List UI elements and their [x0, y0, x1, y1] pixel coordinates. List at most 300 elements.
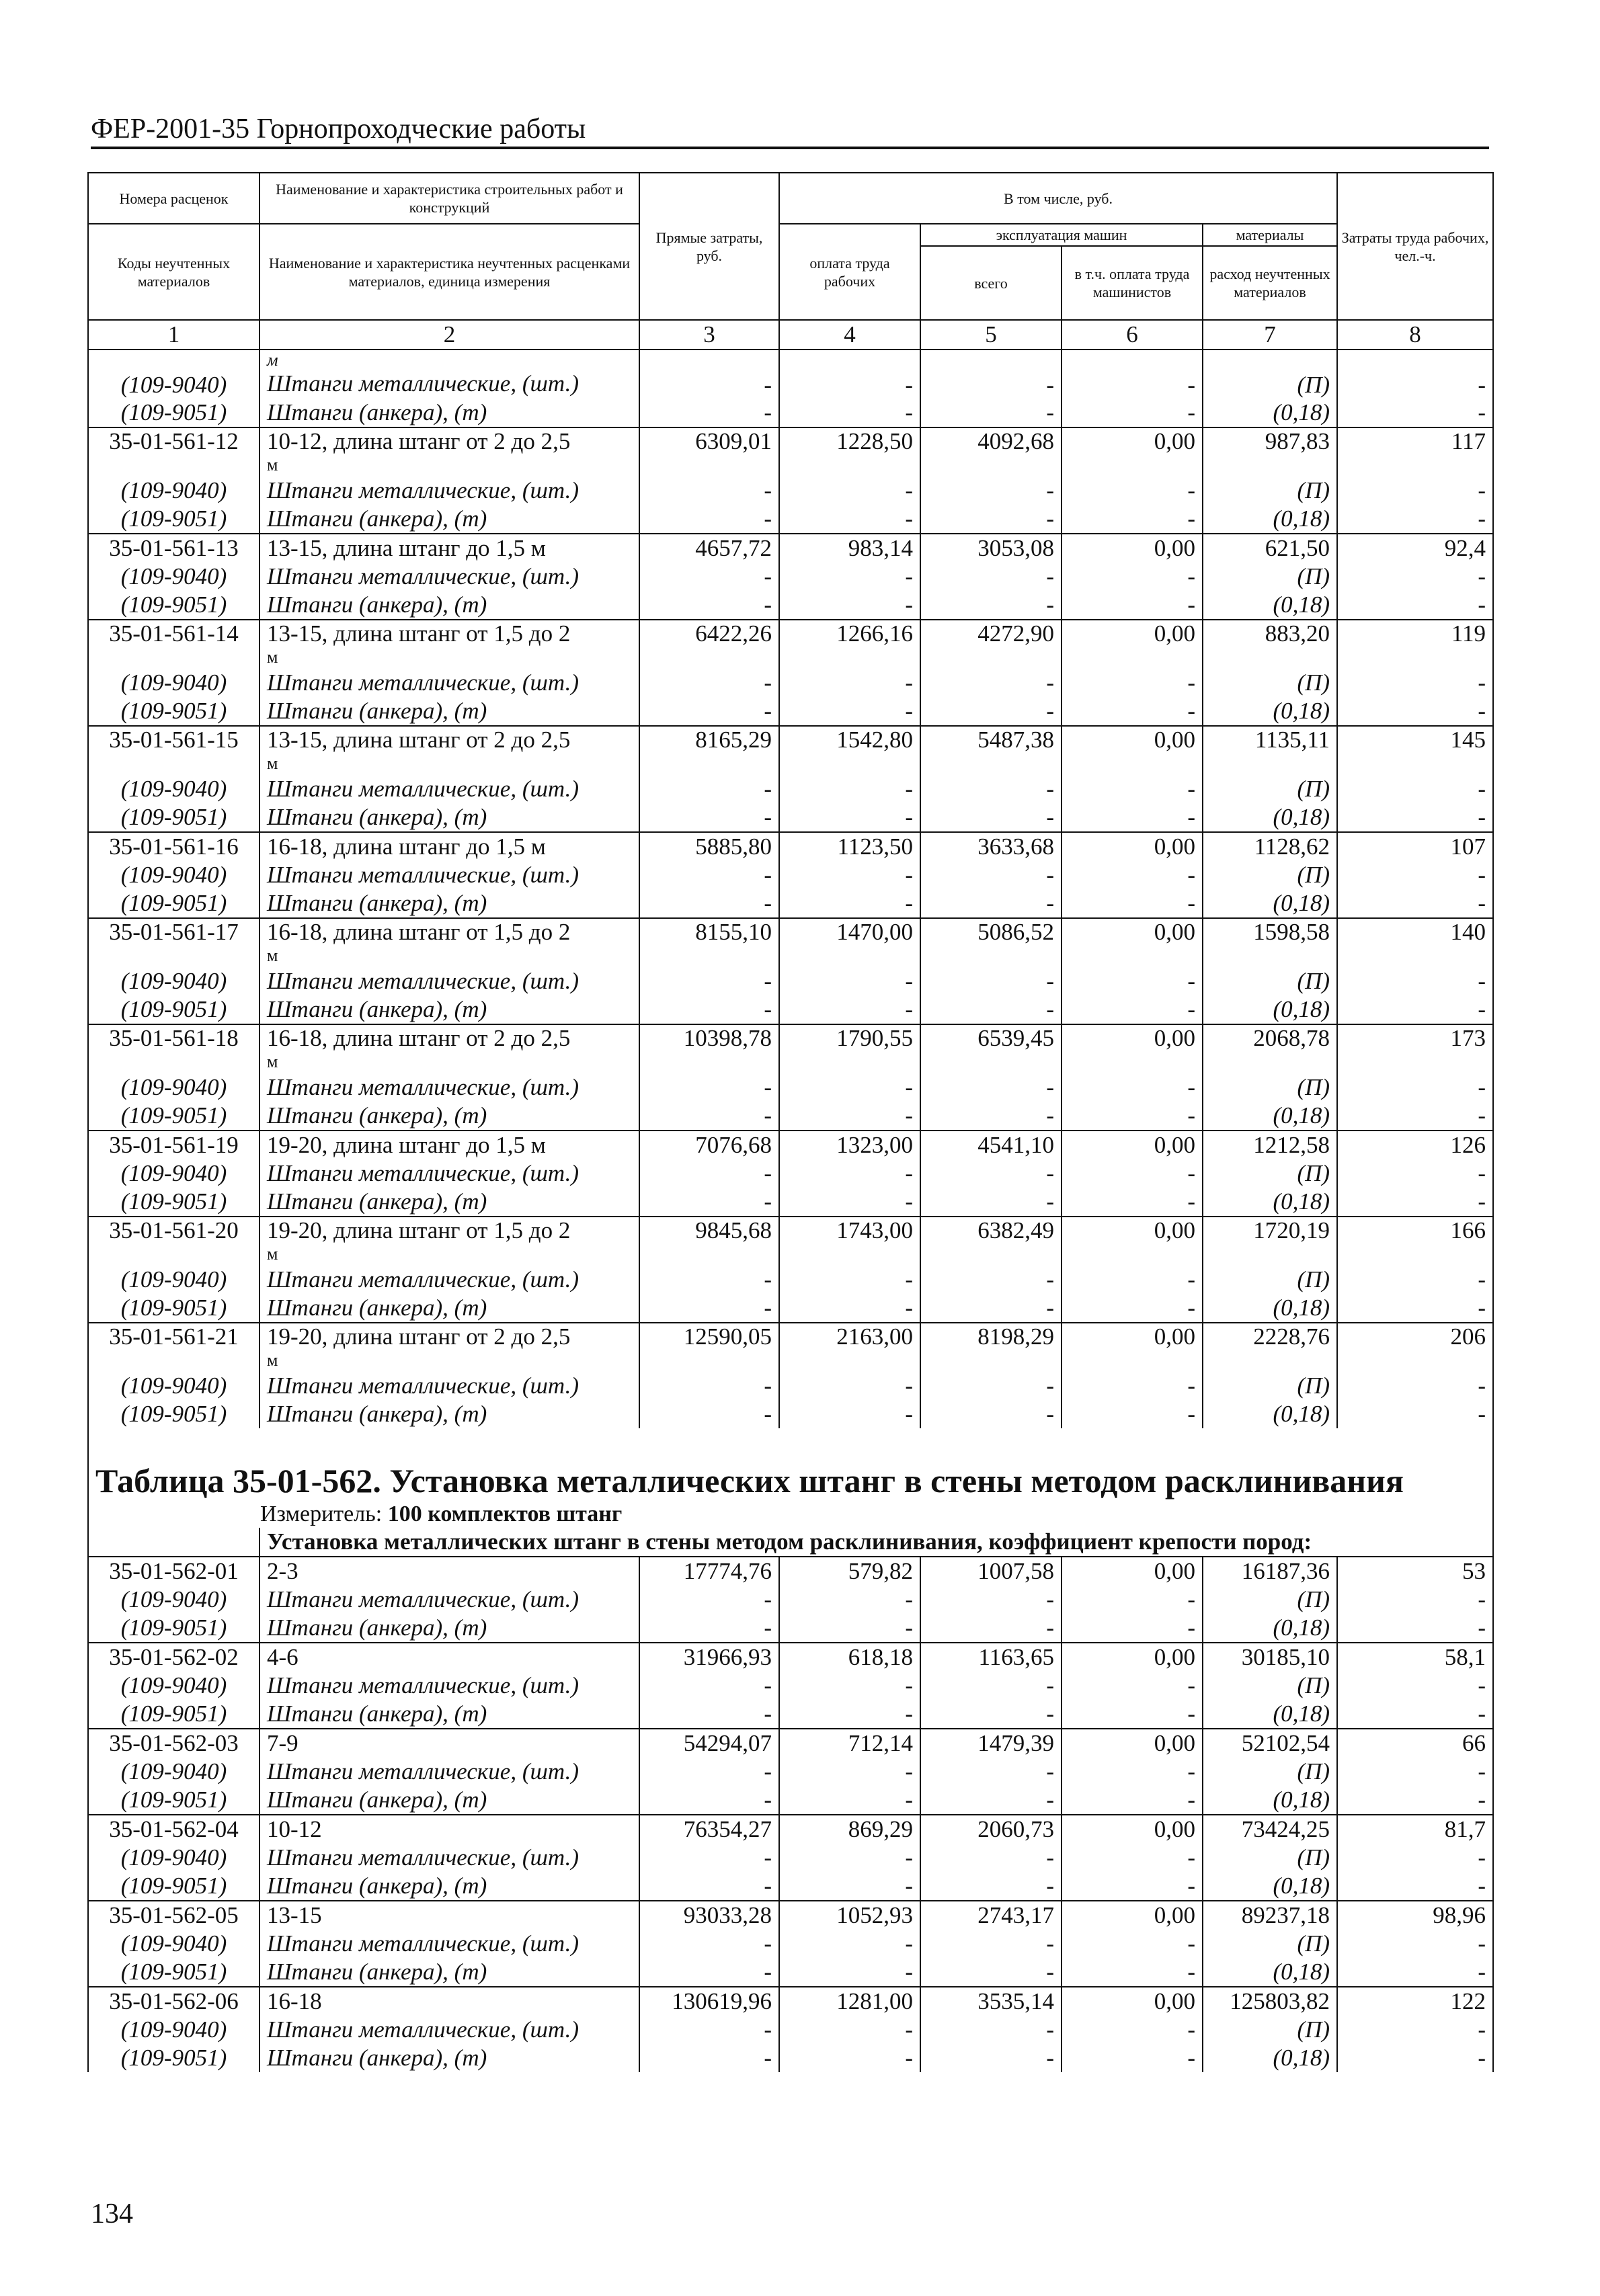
work-name-text: Штанги металлические, (шт.) [267, 370, 579, 397]
material-row [88, 1758, 1493, 1786]
rate-code: 35-01-562-05 [88, 1901, 259, 1930]
machines-total: - [920, 1372, 1062, 1400]
machines-total: 4092,68 [920, 427, 1062, 477]
material-code: (109-9051) [88, 1700, 259, 1729]
col-labor-pay-header: оплата труда рабочих [779, 224, 920, 320]
rate-row [88, 1557, 1493, 1586]
material-row [88, 2016, 1493, 2044]
machines-total: - [920, 591, 1062, 620]
material-name: Штанги (анкера), (т) [259, 889, 639, 918]
material-row [88, 1930, 1493, 1958]
machinist-pay: - [1062, 563, 1203, 591]
material-name: Штанги металлические, (шт.) [259, 967, 639, 995]
labor-pay: - [779, 803, 920, 832]
direct-costs: 130619,96 [639, 1987, 779, 2016]
machines-total: 1479,39 [920, 1729, 1062, 1758]
labor-hours: 145 [1337, 726, 1493, 775]
material-code: (109-9040) [88, 1586, 259, 1614]
labor-pay: - [779, 889, 920, 918]
material-row [88, 1294, 1493, 1323]
work-name: 16-18, длина штанг до 1,5 м [259, 832, 639, 861]
material-row [88, 861, 1493, 889]
rate-code: 35-01-562-01 [88, 1557, 259, 1586]
direct-costs: 31966,93 [639, 1643, 779, 1672]
direct-costs: 9845,68 [639, 1217, 779, 1266]
labor-pay: 869,29 [779, 1815, 920, 1844]
labor-hours: 140 [1337, 918, 1493, 967]
material-name: Штанги металлические, (шт.) [259, 477, 639, 505]
labor-hours: 119 [1337, 620, 1493, 669]
machines-total: - [920, 477, 1062, 505]
machinist-pay: - [1062, 1930, 1203, 1958]
labor-pay: - [779, 2044, 920, 2072]
table-title: Таблица 35-01-562. Установка металлических штанг в стены методом расклинивания [95, 1462, 1404, 1500]
material-name: Штанги (анкера), (т) [259, 1102, 639, 1131]
material-consumption: (П) [1203, 563, 1337, 591]
material-row [88, 591, 1493, 620]
labor-hours: 81,7 [1337, 1815, 1493, 1844]
labor-pay: - [779, 477, 920, 505]
material-code: (109-9040) [88, 669, 259, 697]
labor-hours: 107 [1337, 832, 1493, 861]
running-header: ФЕР-2001-35 Горнопроходческие работы [91, 113, 1489, 149]
material-code: (109-9051) [88, 697, 259, 726]
col-material-name-header: Наименование и характеристика неучтенных расценками материалов, единица измерения [259, 224, 639, 320]
material-consumption: 1720,19 [1203, 1217, 1337, 1266]
direct-costs: - [639, 1786, 779, 1815]
labor-pay: - [779, 1844, 920, 1872]
rate-row [88, 1815, 1493, 1844]
labor-pay: 1228,50 [779, 427, 920, 477]
direct-costs: - [639, 775, 779, 803]
table-subheader: Установка металлических штанг в стены методом расклинивания, коэффициент крепости пород: [259, 1528, 1493, 1557]
material-row [88, 505, 1493, 534]
direct-costs: - [639, 1672, 779, 1700]
machines-total: - [920, 1400, 1062, 1428]
machinist-pay: - [1062, 1786, 1203, 1815]
machines-total: - [920, 1672, 1062, 1700]
labor-hours: - [1337, 1786, 1493, 1815]
labor-pay: - [779, 1672, 920, 1700]
machines-total: - [920, 1614, 1062, 1643]
machinist-pay: - [1062, 1672, 1203, 1700]
material-consumption: (П) [1203, 775, 1337, 803]
table-562-heading [88, 1428, 1493, 1557]
labor-hours: - [1337, 1159, 1493, 1188]
direct-costs: - [639, 1266, 779, 1294]
machines-total: 2743,17 [920, 1901, 1062, 1930]
direct-costs: 12590,05 [639, 1323, 779, 1372]
labor-hours: - [1337, 399, 1493, 427]
machines-total: - [920, 563, 1062, 591]
direct-costs: - [639, 1586, 779, 1614]
direct-costs: - [639, 1159, 779, 1188]
rate-row [88, 918, 1493, 967]
machinist-pay: - [1062, 1188, 1203, 1217]
machines-total: - [920, 1188, 1062, 1217]
labor-pay: - [779, 1758, 920, 1786]
labor-hours: - [1337, 995, 1493, 1024]
material-code: (109-9051) [88, 1614, 259, 1643]
labor-hours: - [1337, 697, 1493, 726]
col-machinist-pay-header: в т.ч. оплата труда машинистов [1062, 246, 1203, 320]
work-name-text: 19-20, длина штанг от 2 до 2,5 [267, 1323, 571, 1350]
labor-pay: 618,18 [779, 1643, 920, 1672]
labor-hours: - [1337, 861, 1493, 889]
rate-code: 35-01-562-03 [88, 1729, 259, 1758]
machines-total: - [920, 889, 1062, 918]
machinist-pay: - [1062, 669, 1203, 697]
rate-row [88, 1131, 1493, 1159]
material-row [88, 2044, 1493, 2072]
col-rate-numbers-header: Номера расценок [88, 173, 259, 224]
machines-total: - [920, 2016, 1062, 2044]
col-machines-total-header: всего [920, 246, 1062, 320]
labor-pay: 1052,93 [779, 1901, 920, 1930]
material-code: (109-9051) [88, 1188, 259, 1217]
labor-pay: 712,14 [779, 1729, 920, 1758]
work-name: 13-15, длина штанг до 1,5 м [259, 534, 639, 563]
material-name: Штанги металлические, (шт.) [259, 1930, 639, 1958]
material-consumption: 2228,76 [1203, 1323, 1337, 1372]
labor-pay: - [779, 1786, 920, 1815]
unit-suffix: м [267, 946, 278, 965]
work-name: 19-20, длина штанг до 1,5 м [259, 1131, 639, 1159]
machinist-pay: - [1062, 1294, 1203, 1323]
direct-costs: 4657,72 [639, 534, 779, 563]
machines-total: - [920, 1159, 1062, 1188]
labor-hours: - [1337, 1672, 1493, 1700]
including-header: В том числе, руб. [779, 173, 1337, 224]
machinist-pay: - [1062, 1372, 1203, 1400]
work-name [259, 726, 639, 775]
labor-hours: - [1337, 1844, 1493, 1872]
material-name: Штанги металлические, (шт.) [259, 1672, 639, 1700]
labor-hours: - [1337, 1073, 1493, 1102]
labor-pay: 1281,00 [779, 1987, 920, 2016]
material-name: Штанги (анкера), (т) [259, 995, 639, 1024]
labor-hours: - [1337, 803, 1493, 832]
machines-total: - [920, 505, 1062, 534]
material-consumption: (П) [1203, 1672, 1337, 1700]
labor-hours: - [1337, 1700, 1493, 1729]
machines-total: 6382,49 [920, 1217, 1062, 1266]
machinist-pay: - [1062, 505, 1203, 534]
machinist-pay: - [1062, 350, 1203, 399]
labor-pay: - [779, 995, 920, 1024]
material-consumption: (0,18) [1203, 505, 1337, 534]
labor-pay: - [779, 1930, 920, 1958]
direct-costs: 8155,10 [639, 918, 779, 967]
direct-costs: 6422,26 [639, 620, 779, 669]
direct-costs: 7076,68 [639, 1131, 779, 1159]
material-row [88, 1266, 1493, 1294]
direct-costs: 76354,27 [639, 1815, 779, 1844]
labor-hours: - [1337, 563, 1493, 591]
labor-pay: 579,82 [779, 1557, 920, 1586]
labor-pay: 1743,00 [779, 1217, 920, 1266]
machines-total: - [920, 1700, 1062, 1729]
material-code: (109-9051) [88, 505, 259, 534]
rate-row [88, 1901, 1493, 1930]
material-name: Штанги (анкера), (т) [259, 2044, 639, 2072]
machinist-pay: - [1062, 591, 1203, 620]
labor-pay: - [779, 2016, 920, 2044]
machines-total: 3633,68 [920, 832, 1062, 861]
material-consumption: (0,18) [1203, 1400, 1337, 1428]
material-consumption: 1128,62 [1203, 832, 1337, 861]
direct-costs: - [639, 1844, 779, 1872]
rate-code: 35-01-561-12 [88, 427, 259, 477]
machinist-pay: 0,00 [1062, 918, 1203, 967]
direct-costs: - [639, 1102, 779, 1131]
work-name-text: 13-15, длина штанг от 2 до 2,5 [267, 727, 571, 753]
measure-line [95, 1501, 1486, 1528]
material-code: (109-9040) [88, 1073, 259, 1102]
machines-total: - [920, 1758, 1062, 1786]
material-consumption: (П) [1203, 1266, 1337, 1294]
machines-total: - [920, 1102, 1062, 1131]
material-name: Штанги металлические, (шт.) [259, 2016, 639, 2044]
unit-suffix: м [267, 1244, 278, 1264]
machines-total: - [920, 669, 1062, 697]
machinist-pay: - [1062, 2044, 1203, 2072]
direct-costs: - [639, 1872, 779, 1901]
material-code: (109-9051) [88, 1400, 259, 1428]
material-name: Штанги (анкера), (т) [259, 1958, 639, 1987]
material-code: (109-9051) [88, 2044, 259, 2072]
direct-costs: - [639, 1614, 779, 1643]
material-name: Штанги металлические, (шт.) [259, 1372, 639, 1400]
direct-costs: - [639, 505, 779, 534]
material-row [88, 669, 1493, 697]
labor-hours: - [1337, 2016, 1493, 2044]
machinist-pay: - [1062, 889, 1203, 918]
direct-costs: - [639, 1930, 779, 1958]
rate-row [88, 1729, 1493, 1758]
labor-hours: - [1337, 1958, 1493, 1987]
material-name: Штанги (анкера), (т) [259, 697, 639, 726]
labor-hours: - [1337, 1294, 1493, 1323]
material-consumption: (0,18) [1203, 1786, 1337, 1815]
work-name-text: 10-12, длина штанг от 2 до 2,5 [267, 428, 571, 454]
materials-header: материалы [1203, 224, 1337, 246]
work-name: 13-15 [259, 1901, 639, 1930]
measure-label: Измеритель: [260, 1502, 383, 1526]
work-name-text: 16-18, длина штанг от 1,5 до 2 [267, 919, 571, 945]
labor-hours: 126 [1337, 1131, 1493, 1159]
material-code: (109-9040) [88, 1372, 259, 1400]
labor-pay: - [779, 1958, 920, 1987]
machines-total: - [920, 2044, 1062, 2072]
machines-total: - [920, 1844, 1062, 1872]
material-consumption: 883,20 [1203, 620, 1337, 669]
table-body-562 [88, 1557, 1493, 2072]
labor-hours: - [1337, 1614, 1493, 1643]
machinist-pay: 0,00 [1062, 620, 1203, 669]
machines-total: - [920, 1266, 1062, 1294]
material-code: (109-9051) [88, 399, 259, 427]
machinist-pay: 0,00 [1062, 1131, 1203, 1159]
labor-hours: 98,96 [1337, 1901, 1493, 1930]
material-row [88, 1844, 1493, 1872]
machinist-pay: 0,00 [1062, 1815, 1203, 1844]
material-consumption: 16187,36 [1203, 1557, 1337, 1586]
material-name: Штанги (анкера), (т) [259, 399, 639, 427]
material-consumption: (П) [1203, 1930, 1337, 1958]
direct-costs: - [639, 1700, 779, 1729]
machinist-pay: - [1062, 861, 1203, 889]
unit-suffix: м [267, 647, 278, 667]
labor-pay: 1123,50 [779, 832, 920, 861]
machines-total: 6539,45 [920, 1024, 1062, 1073]
work-name-text: 13-15, длина штанг от 1,5 до 2 [267, 620, 571, 647]
labor-pay: 2163,00 [779, 1323, 920, 1372]
material-consumption: 1212,58 [1203, 1131, 1337, 1159]
machines-total: - [920, 1872, 1062, 1901]
material-consumption: (П) [1203, 1159, 1337, 1188]
labor-hours: - [1337, 669, 1493, 697]
machinist-pay: - [1062, 995, 1203, 1024]
material-consumption: (П) [1203, 1758, 1337, 1786]
labor-pay: - [779, 1102, 920, 1131]
page-number: 134 [91, 2199, 133, 2229]
material-code: (109-9040) [88, 1266, 259, 1294]
machines-total: - [920, 1958, 1062, 1987]
direct-costs: - [639, 697, 779, 726]
col-labor-hours-header: Затраты труда рабочих, чел.-ч. [1337, 173, 1493, 320]
material-row [88, 1700, 1493, 1729]
material-row [88, 775, 1493, 803]
material-row [88, 1400, 1493, 1428]
labor-hours: 206 [1337, 1323, 1493, 1372]
labor-pay: - [779, 669, 920, 697]
material-consumption: 125803,82 [1203, 1987, 1337, 2016]
material-consumption: (П) [1203, 477, 1337, 505]
machines-total: - [920, 1294, 1062, 1323]
direct-costs: 54294,07 [639, 1729, 779, 1758]
material-name: Штанги металлические, (шт.) [259, 1266, 639, 1294]
rate-code: 35-01-561-13 [88, 534, 259, 563]
labor-pay: - [779, 1266, 920, 1294]
material-consumption: (0,18) [1203, 1958, 1337, 1987]
material-consumption: (П) [1203, 1586, 1337, 1614]
rate-row [88, 832, 1493, 861]
rate-code: 35-01-562-06 [88, 1987, 259, 2016]
labor-hours: 122 [1337, 1987, 1493, 2016]
material-consumption: (0,18) [1203, 1872, 1337, 1901]
labor-pay: - [779, 1400, 920, 1428]
material-code: (109-9040) [88, 477, 259, 505]
labor-pay: - [779, 775, 920, 803]
labor-pay: - [779, 505, 920, 534]
work-name: 4-6 [259, 1643, 639, 1672]
labor-hours: 66 [1337, 1729, 1493, 1758]
labor-hours: - [1337, 1102, 1493, 1131]
machines-total: 1007,58 [920, 1557, 1062, 1586]
machinist-pay: - [1062, 2016, 1203, 2044]
labor-hours: 92,4 [1337, 534, 1493, 563]
labor-pay: 1470,00 [779, 918, 920, 967]
work-name: 10-12 [259, 1815, 639, 1844]
material-row [88, 399, 1493, 427]
material-consumption: 30185,10 [1203, 1643, 1337, 1672]
material-consumption: (П) [1203, 669, 1337, 697]
material-consumption: (0,18) [1203, 1188, 1337, 1217]
labor-pay: - [779, 1586, 920, 1614]
work-name [259, 1323, 639, 1372]
material-consumption: 2068,78 [1203, 1024, 1337, 1073]
material-row [88, 1586, 1493, 1614]
material-consumption: (0,18) [1203, 399, 1337, 427]
labor-pay: - [779, 1614, 920, 1643]
labor-pay: - [779, 399, 920, 427]
material-code: (109-9051) [88, 1958, 259, 1987]
material-code: (109-9040) [88, 1930, 259, 1958]
rate-code: 35-01-562-04 [88, 1815, 259, 1844]
machines-header: эксплуатация машин [920, 224, 1203, 246]
direct-costs: - [639, 861, 779, 889]
labor-hours: - [1337, 505, 1493, 534]
measure-value: 100 комплектов штанг [387, 1502, 623, 1526]
material-code: (109-9040) [88, 967, 259, 995]
machinist-pay: - [1062, 1400, 1203, 1428]
labor-hours: - [1337, 1188, 1493, 1217]
labor-pay: - [779, 967, 920, 995]
col-work-name-header: Наименование и характеристика строительных работ и конструкций [259, 173, 639, 224]
rate-code: 35-01-561-16 [88, 832, 259, 861]
machines-total: 4272,90 [920, 620, 1062, 669]
material-consumption: (0,18) [1203, 995, 1337, 1024]
labor-pay: - [779, 591, 920, 620]
col-direct-costs-header: Прямые затраты, руб. [639, 173, 779, 320]
direct-costs: 6309,01 [639, 427, 779, 477]
machines-total: - [920, 861, 1062, 889]
machinist-pay: - [1062, 1844, 1203, 1872]
material-row [88, 889, 1493, 918]
machinist-pay: 0,00 [1062, 1643, 1203, 1672]
machinist-pay: - [1062, 1758, 1203, 1786]
machines-total: - [920, 1930, 1062, 1958]
machinist-pay: - [1062, 477, 1203, 505]
machinist-pay: 0,00 [1062, 726, 1203, 775]
direct-costs: - [639, 350, 779, 399]
material-consumption: (0,18) [1203, 1294, 1337, 1323]
labor-hours: - [1337, 1586, 1493, 1614]
labor-pay: - [779, 1294, 920, 1323]
labor-hours: - [1337, 967, 1493, 995]
material-code: (109-9040) [88, 1159, 259, 1188]
material-name [259, 350, 639, 399]
material-consumption: (0,18) [1203, 1102, 1337, 1131]
machines-total: - [920, 350, 1062, 399]
direct-costs: - [639, 477, 779, 505]
labor-pay: - [779, 1372, 920, 1400]
material-name: Штанги (анкера), (т) [259, 1786, 639, 1815]
rate-row [88, 1323, 1493, 1372]
direct-costs: - [639, 1188, 779, 1217]
direct-costs: - [639, 1372, 779, 1400]
labor-pay: 983,14 [779, 534, 920, 563]
machinist-pay: - [1062, 1700, 1203, 1729]
machines-total: 2060,73 [920, 1815, 1062, 1844]
direct-costs: - [639, 1758, 779, 1786]
direct-costs: 8165,29 [639, 726, 779, 775]
material-row [88, 477, 1493, 505]
direct-costs: - [639, 967, 779, 995]
material-name: Штанги металлические, (шт.) [259, 1844, 639, 1872]
labor-pay: - [779, 1159, 920, 1188]
